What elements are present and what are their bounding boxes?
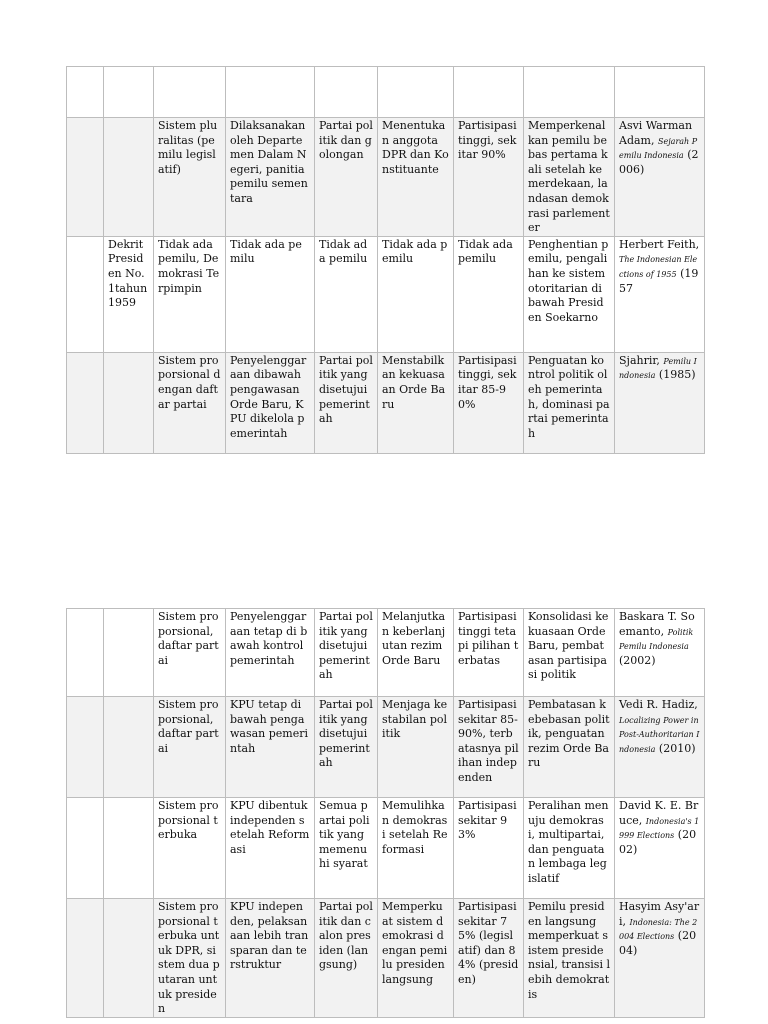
system-cell: Sistem proporsional terbuka [154,798,226,899]
table-row [67,67,705,118]
table-cell [615,67,705,118]
purpose-cell: Memperkuat sistem demokrasi dengan pemilu presiden langsung [378,899,454,1018]
table-cell [67,697,104,798]
table-cell [104,67,154,118]
participants-cell: Partai politik yang disetujui pemerintah [315,352,378,453]
impact-cell: Pembatasan kebebasan politik, penguatan rezim Orde Baru [524,697,615,798]
table-cell [104,352,154,453]
source-cell [615,899,705,1018]
table-row [67,236,705,352]
participation-cell: Tidak ada pemilu [454,236,524,352]
purpose-cell: Menjaga kestabilan politik [378,697,454,798]
system-cell: Tidak ada pemilu, Demokrasi Terpimpin [154,236,226,352]
source-year: (1985) [658,368,696,382]
table-cell [104,798,154,899]
source-author: Vedi R. Hadiz, [619,698,698,711]
organizer-cell: KPU tetap di bawah pengawasan pemerintah [226,697,315,798]
table-cell [67,67,104,118]
organizer-cell: Dilaksanakan oleh Departemen Dalam Negeri, panitia pemilu sementara [226,118,315,237]
source-cell [615,697,705,798]
table-row [67,352,705,453]
table-row [67,118,705,237]
source-year: (2006) [619,148,699,176]
source-cell [615,798,705,899]
impact-cell: Memperkenalkan pemilu bebas pertama kali setelah kemerdekaan, landasan demokrasi parlementer [524,118,615,237]
table-cell [378,67,454,118]
source-year: (2004) [619,929,697,957]
system-cell: Sistem proporsional terbuka untuk DPR, sistem dua putaran untuk presiden [154,899,226,1018]
source-title: Pemilu Indonesia [619,356,697,381]
table-cell [67,236,104,352]
table-cell [104,899,154,1018]
system-cell: Sistem pluralitas (pemilu legislatif) [154,118,226,237]
source-cell [615,118,705,237]
table-row [67,609,705,697]
source-author: Herbert Feith, [619,237,700,251]
impact-cell: Konsolidasi kekuasaan Orde Baru, pembatasan partisipasi politik [524,609,615,697]
organizer-cell: KPU independen, pelaksanaan lebih transparan dan terstruktur [226,899,315,1018]
source-author: David K. E. Bruce, [619,799,699,827]
purpose-cell: Menstabilkan kekuasaan Orde Baru [378,352,454,453]
participants-cell: Semua partai politik yang memenuhi syarat [315,798,378,899]
table-cell [67,118,104,237]
organizer-cell: Tidak ada pemilu [226,236,315,352]
table-row [67,697,705,798]
source-year: (1957 [619,266,699,295]
source-cell [615,352,705,453]
table-cell [67,798,104,899]
source-year: (2010) [658,741,696,755]
participants-cell: Tidak ada pemilu [315,236,378,352]
source-title: Indonesia's 1999 Elections [619,816,700,841]
table-cell [104,609,154,697]
purpose-cell: Menentukan anggota DPR dan Konstituante [378,118,454,237]
organizer-cell: Penyelenggaraan dibawah pengawasan Orde Baru, KPU dikelola pemerintah [226,352,315,453]
source-author: Asvi Warman Adam, [619,119,693,147]
system-cell: Sistem proporsional, daftar partai [154,697,226,798]
election-table-2 [66,608,705,1018]
table-cell [315,67,378,118]
participants-cell: Partai politik yang disetujui pemerintah [315,697,378,798]
source-cell [615,236,705,352]
election-table-1 [66,66,705,454]
period-cell: Dekrit Presiden No. 1tahun 1959 [104,236,154,352]
impact-cell: Pemilu presiden langsung memperkuat sistem presidensial, transisi lebih demokratis [524,899,615,1018]
table-cell [104,118,154,237]
source-year: (2002) [619,653,656,667]
participation-cell: Partisipasi tinggi, sekitar 85-90% [454,352,524,453]
source-author: Baskara T. Soemanto, [619,610,695,638]
participation-cell: Partisipasi tinggi, sekitar 90% [454,118,524,237]
table-cell [104,697,154,798]
participants-cell: Partai politik dan calon presiden (langsung) [315,899,378,1018]
system-cell: Sistem proporsional dengan daftar partai [154,352,226,453]
impact-cell: Penguatan kontrol politik oleh pemerintah, dominasi partai pemerintah [524,352,615,453]
source-title: The Indonesian Elections of 1955 [619,255,698,279]
source-year: (2002) [619,828,697,856]
table-cell [67,352,104,453]
participation-cell: Partisipasi sekitar 75% (legislatif) dan 84% (presiden) [454,899,524,1018]
participants-cell: Partai politik dan golongan [315,118,378,237]
participation-cell: Partisipasi tinggi tetapi pilihan terbatas [454,609,524,697]
purpose-cell: Tidak ada pemilu [378,236,454,352]
table-cell [67,899,104,1018]
table-cell [524,67,615,118]
source-title: Politik Pemilu Indonesia [619,627,694,652]
table-cell [67,609,104,697]
table-cell [226,67,315,118]
table-row [67,798,705,899]
organizer-cell: KPU dibentuk independen setelah Reformasi [226,798,315,899]
source-title: Sejarah Pemilu Indonesia [619,136,698,161]
table-cell [454,67,524,118]
participation-cell: Partisipasi sekitar 85-90%, terbatasnya pilihan independen [454,697,524,798]
source-author: Sjahrir, [619,353,660,367]
table-cell [154,67,226,118]
organizer-cell: Penyelenggaraan tetap di bawah kontrol pemerintah [226,609,315,697]
impact-cell: Penghentian pemilu, pengalihan ke sistem otoritarian di bawah Presiden Soekarno [524,236,615,352]
participants-cell: Partai politik yang disetujui pemerintah [315,609,378,697]
purpose-cell: Melanjutkan keberlanjutan rezim Orde Baru [378,609,454,697]
source-cell [615,609,705,697]
purpose-cell: Memulihkan demokrasi setelah Reformasi [378,798,454,899]
source-author: Hasyim Asy'ari, [619,900,700,928]
system-cell: Sistem proporsional, daftar partai [154,609,226,697]
table-row [67,899,705,1018]
impact-cell: Peralihan menuju demokrasi, multipartai, dan penguatan lembaga legislatif [524,798,615,899]
source-title: Localizing Power in Post-Authoritarian Indonesia [619,715,700,754]
participation-cell: Partisipasi sekitar 93% [454,798,524,899]
source-title: Indonesia: The 2004 Elections [619,917,698,942]
